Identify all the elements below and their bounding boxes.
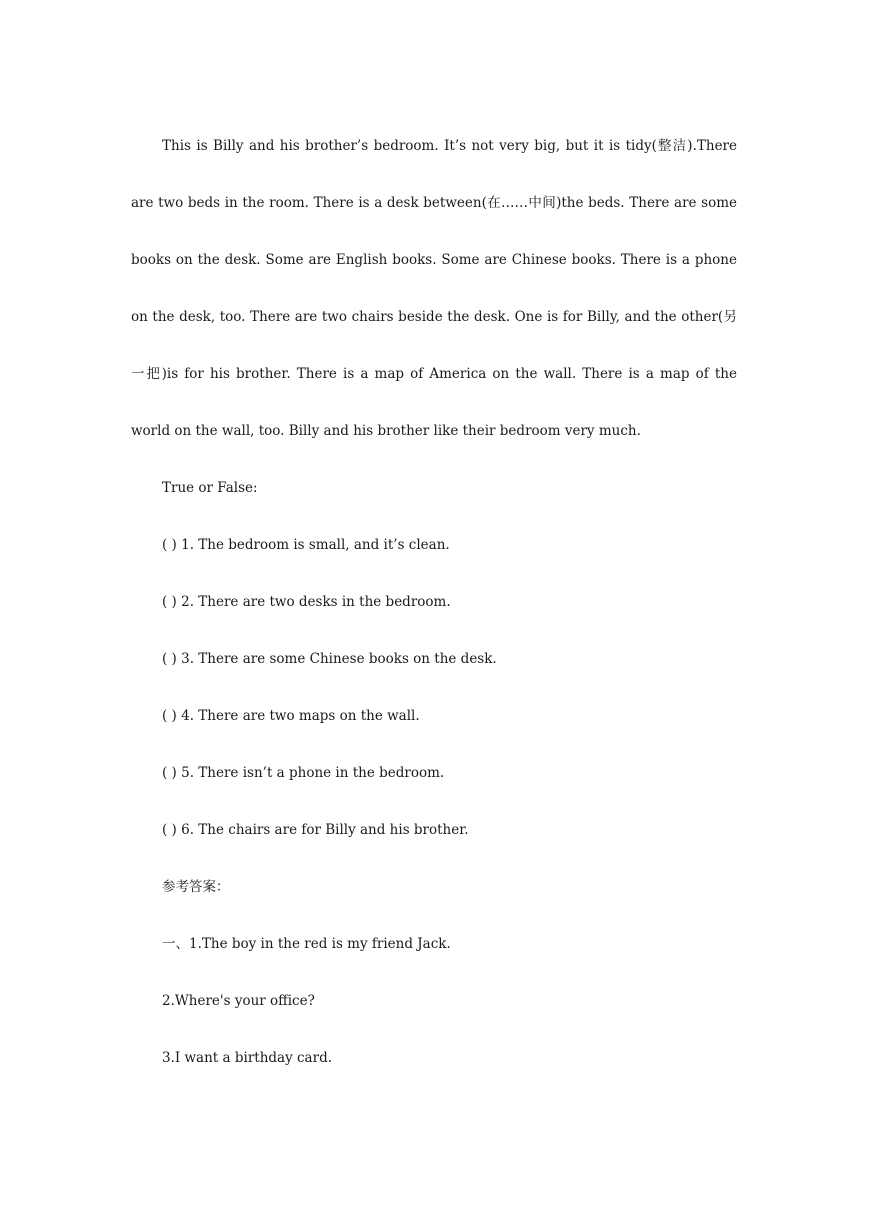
document-page <box>131 118 737 1087</box>
true-false-heading: True or False: <box>162 480 258 496</box>
reading-passage: This is Billy and his brother’s bedroom. It’s not very big, but it is tidy(整洁).There are two beds in the room. There is a desk between(在……中间)the beds. There are some books on the desk. Some are English books. Some are Chinese books. There is a phone on the desk, too. There are two chairs beside the desk. One is for Billy, and the other(另一把)is for his brother. There is a map of America on the wall. There is a map of the world on the wall, too. Billy and his brother like their bedroom very much. <box>131 138 737 439</box>
question-1: ( ) 1. The bedroom is small, and it’s clean. <box>162 537 450 553</box>
question-4: ( ) 4. There are two maps on the wall. <box>162 708 420 724</box>
question-2: ( ) 2. There are two desks in the bedroom. <box>162 594 451 610</box>
question-6: ( ) 6. The chairs are for Billy and his brother. <box>162 822 469 838</box>
answer-2: 2.Where's your office? <box>162 993 315 1009</box>
answer-key-heading: 参考答案： <box>162 879 230 895</box>
question-3: ( ) 3. There are some Chinese books on the desk. <box>162 651 497 667</box>
answer-3: 3.I want a birthday card. <box>162 1050 332 1066</box>
answer-1: 一、1.The boy in the red is my friend Jack. <box>162 936 451 952</box>
question-5: ( ) 5. There isn’t a phone in the bedroom. <box>162 765 445 781</box>
